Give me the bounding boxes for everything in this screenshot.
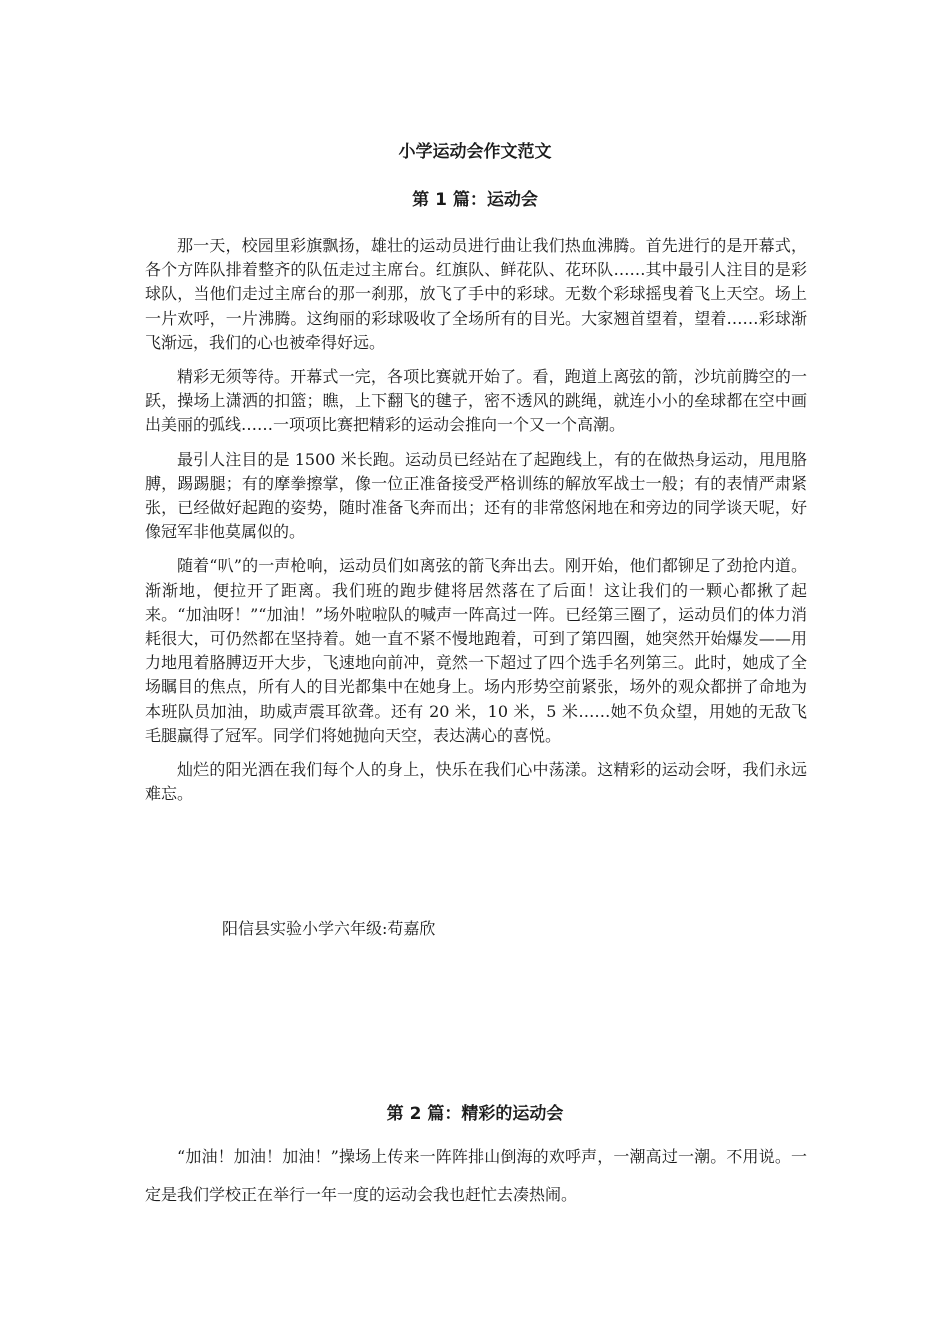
section-2-heading: 第 2 篇：精彩的运动会 bbox=[386, 1104, 564, 1124]
section-1-paragraph: 最引人注目的是 1500 米长跑。运动员已经站在了起跑线上，有的在做热身运动，甩甩胳膊，踢踢腿；有的摩拳擦掌，像一位正准备接受严格训练的解放军战士一般；有的表情严肃紧张，已经做好起跑的姿势，随时准备飞奔而出；还有的非常悠闲地在和旁边的同学谈天呢，好像冠军非他莫属似的。 bbox=[145, 449, 807, 542]
section-1-heading: 第 1 篇：运动会 bbox=[412, 190, 538, 210]
section-2-paragraph: “加油！加油！加油！”操场上传来一阵阵排山倒海的欢呼声，一潮高过一潮。不用说。一定是我们学校正在举行一年一度的运动会我也赶忙去凑热闹。 bbox=[145, 1147, 807, 1204]
author-signature: 阳信县实验小学六年级:苟嘉欣 bbox=[222, 919, 436, 938]
section-1-paragraph: 随着“叭”的一声枪响，运动员们如离弦的箭飞奔出去。刚开始，他们都铆足了劲抢内道。渐渐地，便拉开了距离。我们班的跑步健将居然落在了后面！这让我们的一颗心都揪了起来。“加油呀！”“加油！”场外啦啦队的喊声一阵高过一阵。已经第三圈了，运动员们的体力消耗很大，可仍然都在坚持着。她一直不紧不慢地跑着，可到了第四圈，她突然开始爆发——用力地甩着胳膊迈开大步，飞速地向前冲，竟然一下超过了四个选手名列第三。此时，她成了全场瞩目的焦点，所有人的目光都集中在她身上。场内形势空前紧张，场外的观众都拼了命地为本班队员加油，助威声震耳欲聋。还有 20 米，10 米，5 米……她不负众望，用她的无敌飞毛腿赢得了冠军。同学们将她抛向天空，表达满心的喜悦。 bbox=[145, 556, 807, 745]
section-1-paragraph: 精彩无须等待。开幕式一完，各项比赛就开始了。看，跑道上离弦的箭，沙坑前腾空的一跃，操场上潇洒的扣篮；瞧，上下翻飞的毽子，密不透风的跳绳，就连小小的垒球都在空中画出美丽的弧线……一项项比赛把精彩的运动会推向一个又一个高潮。 bbox=[145, 367, 807, 435]
section-1-body bbox=[145, 234, 807, 816]
document-title: 小学运动会作文范文 bbox=[398, 142, 552, 162]
section-1-paragraph: 那一天，校园里彩旗飘扬，雄壮的运动员进行曲让我们热血沸腾。首先进行的是开幕式，各个方阵队排着整齐的队伍走过主席台。红旗队、鲜花队、花环队……其中最引人注目的是彩球队，当他们走过主席台的那一刹那，放飞了手中的彩球。无数个彩球摇曳着飞上天空。场上一片欢呼，一片沸腾。这绚丽的彩球吸收了全场所有的目光。大家翘首望着，望着……彩球渐飞渐远，我们的心也被牵得好远。 bbox=[145, 236, 807, 352]
section-2-body bbox=[145, 1138, 807, 1214]
section-1-paragraph: 灿烂的阳光洒在我们每个人的身上，快乐在我们心中荡漾。这精彩的运动会呀，我们永远难忘。 bbox=[145, 760, 807, 804]
